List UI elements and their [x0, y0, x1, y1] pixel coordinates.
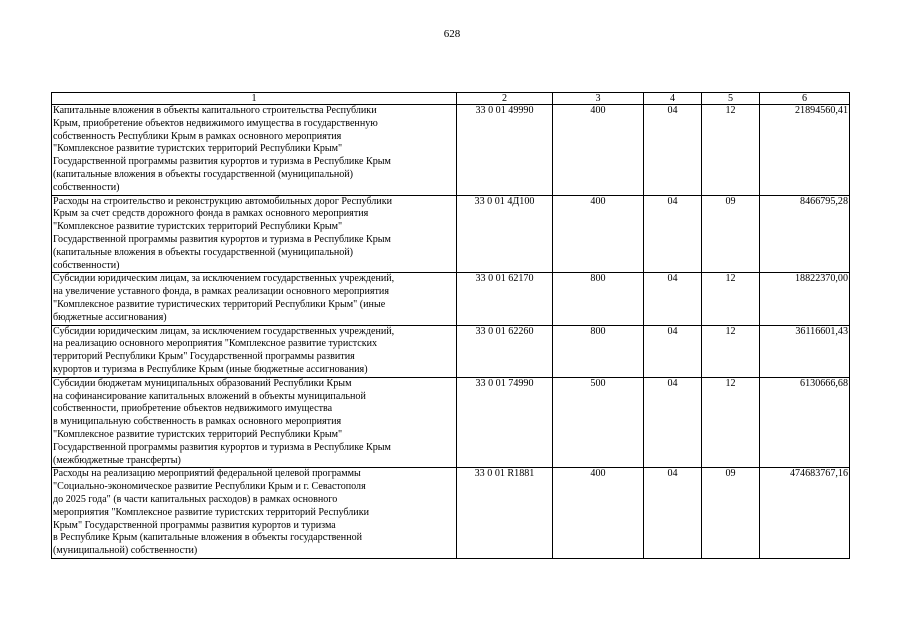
description-line: на реализацию основного мероприятия "Комплексное развитие туристских: [53, 338, 378, 350]
row-col-3: 400: [553, 105, 644, 196]
row-code: 33 0 01 62260: [457, 325, 553, 377]
description-line: Расходы на реализацию мероприятий федеральной целевой программы: [53, 468, 361, 480]
description-line: (капитальные вложения в объекты государственной (муниципальной): [53, 168, 354, 180]
row-col-3: 800: [553, 325, 644, 377]
description-line: "Комплексное развитие туристических территорий Республики Крым" (иные: [53, 298, 386, 310]
row-description: [52, 325, 457, 377]
description-line: собственности): [53, 259, 120, 271]
description-line: территорий Республики Крым" Государственной программы развития: [53, 351, 355, 363]
row-amount: 474683767,16: [760, 468, 850, 559]
table-header: [52, 93, 850, 105]
description-line: Крым" Государственной программы развития курортов и туризма: [53, 519, 336, 531]
row-amount: 8466795,28: [760, 195, 850, 273]
row-code: 33 0 01 R1881: [457, 468, 553, 559]
row-amount: 6130666,68: [760, 377, 850, 468]
row-col-3: 400: [553, 195, 644, 273]
row-description: [52, 468, 457, 559]
description-line: Государственной программы развития курортов и туризма в Республике Крым: [53, 441, 391, 453]
row-col-4: 04: [644, 105, 702, 196]
description-line: Крым, приобретение объектов недвижимого имущества в государственную: [53, 117, 378, 129]
header-col-1: 1: [52, 93, 457, 105]
table-body: [52, 105, 850, 559]
table-row: [52, 105, 850, 196]
description-line: мероприятия "Комплексное развитие туристских территорий Республики: [53, 506, 370, 518]
description-line: Крым за счет средств дорожного фонда в рамках основного мероприятия: [53, 208, 369, 220]
table-row: [52, 273, 850, 325]
description-line: "Комплексное развитие туристских территорий Республики Крым": [53, 143, 343, 155]
row-col-3: 400: [553, 468, 644, 559]
description-line: Расходы на строительство и реконструкцию автомобильных дорог Республики: [53, 195, 393, 207]
row-code: 33 0 01 49990: [457, 105, 553, 196]
description-line: на софинансирование капитальных вложений в объекты муниципальной: [53, 390, 366, 402]
table-row: [52, 325, 850, 377]
table-row: [52, 468, 850, 559]
row-col-4: 04: [644, 273, 702, 325]
row-code: 33 0 01 62170: [457, 273, 553, 325]
description-line: собственность Республики Крым в рамках основного мероприятия: [53, 130, 342, 142]
description-line: в муниципальную собственность в рамках основного мероприятия: [53, 416, 342, 428]
row-col-5: 09: [702, 468, 760, 559]
row-col-5: 09: [702, 195, 760, 273]
header-col-3: 3: [553, 93, 644, 105]
table-row: [52, 195, 850, 273]
header-col-4: 4: [644, 93, 702, 105]
description-line: Субсидии юридическим лицам, за исключением государственных учреждений,: [53, 325, 395, 337]
row-amount: 36116601,43: [760, 325, 850, 377]
row-col-4: 04: [644, 377, 702, 468]
row-code: 33 0 01 74990: [457, 377, 553, 468]
description-line: до 2025 года" (в части капитальных расходов) в рамках основного: [53, 493, 338, 505]
row-col-5: 12: [702, 325, 760, 377]
description-line: Капитальные вложения в объекты капитального строительства Республики: [53, 105, 377, 116]
row-col-5: 12: [702, 105, 760, 196]
row-amount: 21894560,41: [760, 105, 850, 196]
table-row: [52, 377, 850, 468]
description-line: курортов и туризма в Республике Крым (иные бюджетные ассигнования): [53, 363, 368, 375]
description-line: "Комплексное развитие туристских территорий Республики Крым": [53, 428, 343, 440]
description-line: "Социально-экономическое развитие Республики Крым и г. Севастополя: [53, 481, 366, 493]
description-line: бюджетные ассигнования): [53, 311, 167, 323]
row-description: [52, 195, 457, 273]
row-description: [52, 273, 457, 325]
description-line: на увеличение уставного фонда, в рамках реализации основного мероприятия: [53, 286, 389, 298]
row-amount: 18822370,00: [760, 273, 850, 325]
description-line: в Республике Крым (капитальные вложения в объекты государственной: [53, 532, 363, 544]
description-line: Государственной программы развития курортов и туризма в Республике Крым: [53, 156, 391, 168]
row-col-5: 12: [702, 273, 760, 325]
budget-table: [51, 92, 850, 559]
row-col-5: 12: [702, 377, 760, 468]
description-line: Субсидии юридическим лицам, за исключением государственных учреждений,: [53, 273, 395, 285]
description-line: Субсидии бюджетам муниципальных образований Республики Крым: [53, 377, 352, 389]
description-line: (капитальные вложения в объекты государственной (муниципальной): [53, 246, 354, 258]
description-line: Государственной программы развития курортов и туризма в Республике Крым: [53, 233, 391, 245]
row-col-3: 500: [553, 377, 644, 468]
row-col-4: 04: [644, 325, 702, 377]
row-col-4: 04: [644, 468, 702, 559]
description-line: "Комплексное развитие туристских территорий Республики Крым": [53, 221, 343, 233]
description-line: собственности, приобретение объектов недвижимого имущества: [53, 403, 333, 415]
header-col-5: 5: [702, 93, 760, 105]
page-number: 628: [443, 28, 461, 40]
row-col-3: 800: [553, 273, 644, 325]
description-line: собственности): [53, 181, 120, 193]
header-col-6: 6: [760, 93, 850, 105]
row-description: [52, 377, 457, 468]
row-col-4: 04: [644, 195, 702, 273]
description-line: (муниципальной) собственности): [53, 545, 198, 557]
header-col-2: 2: [457, 93, 553, 105]
header-row: [52, 93, 850, 105]
description-line: (межбюджетные трансферты): [53, 454, 181, 466]
row-code: 33 0 01 4Д100: [457, 195, 553, 273]
row-description: [52, 105, 457, 196]
